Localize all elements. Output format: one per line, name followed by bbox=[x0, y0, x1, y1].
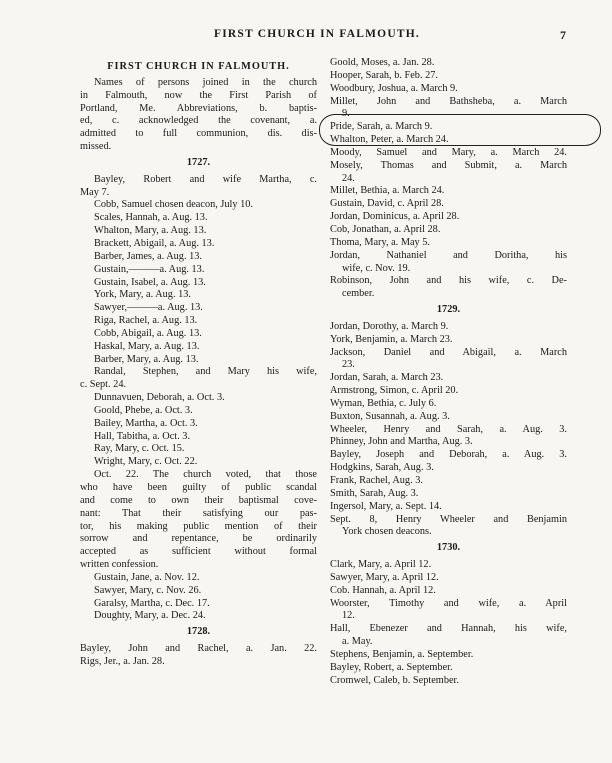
entry-line: York, Benjamin, a. March 23. bbox=[330, 333, 453, 345]
entry-line: cember. bbox=[342, 288, 375, 300]
intro-line: admitted to full communion, dis. dis- bbox=[80, 128, 317, 140]
entry-line: Whalton, Peter, a. March 24. bbox=[330, 134, 449, 146]
entry-line: nant: That their satisfying our pas- bbox=[80, 507, 317, 519]
entry-line: Cobb, Samuel chosen deacon, July 10. bbox=[94, 199, 254, 211]
entry-line: Wheeler, Henry and Sarah, a. Aug. 3. bbox=[330, 423, 567, 435]
entry-line: Hooper, Sarah, b. Feb. 27. bbox=[330, 69, 438, 81]
entry-line: Robinson, John and his wife, c. De- bbox=[330, 275, 567, 287]
entry-list bbox=[330, 57, 567, 301]
entry-line: Goold, Moses, a. Jan. 28. bbox=[330, 57, 435, 68]
entry-line: Bayley, Robert and wife Martha, c. bbox=[94, 173, 317, 185]
left-column bbox=[80, 58, 317, 669]
entry-line: written confession. bbox=[80, 559, 159, 571]
entry-line: Hodgkins, Sarah, Aug. 3. bbox=[330, 462, 434, 474]
intro-line: Portland, Me. Abbreviations, b. baptis- bbox=[80, 102, 317, 114]
entry-line: Sept. 8, Henry Wheeler and Benjamin bbox=[330, 513, 567, 525]
entry-list bbox=[330, 559, 567, 687]
entry-line: Cobb, Abigail, a. Aug. 13. bbox=[94, 327, 202, 339]
entry-line: Millet, John and Bathsheba, a. March bbox=[330, 95, 567, 107]
entry-line: Armstrong, Simon, c. April 20. bbox=[330, 385, 459, 397]
year-heading: 1728. bbox=[186, 626, 211, 638]
entry-line: Jordan, Nathaniel and Doritha, his bbox=[330, 249, 567, 261]
page-header bbox=[0, 28, 612, 44]
entry-list bbox=[80, 643, 317, 669]
entry-line: Cob, Jonathan, a. April 28. bbox=[330, 223, 441, 235]
entry-list bbox=[330, 321, 567, 539]
entry-line: Bayley, Joseph and Deborah, a. Aug. 3. bbox=[330, 449, 567, 461]
entry-line: Millet, Bethia, a. March 24. bbox=[330, 185, 445, 197]
year-heading: 1727. bbox=[186, 156, 211, 168]
entry-line: Stephens, Benjamin, a. September. bbox=[330, 648, 474, 660]
entry-line: Wyman, Bethia, c. July 6. bbox=[330, 397, 437, 409]
entry-line: Sawyer, Mary, a. April 12. bbox=[330, 571, 439, 583]
entry-line: Clark, Mary, a. April 12. bbox=[330, 559, 432, 571]
entry-line: Mosely, Thomas and Submit, a. March bbox=[330, 159, 567, 171]
entry-line: 12. bbox=[342, 610, 355, 622]
entry-line: Sawyer, Mary, c. Nov. 26. bbox=[94, 584, 202, 596]
entry-line: Wright, Mary, c. Oct. 22. bbox=[94, 456, 198, 468]
entry-line: Jordan, Dorothy, a. March 9. bbox=[330, 320, 449, 332]
entry-line: Ingersol, Mary, a. Sept. 14. bbox=[330, 500, 442, 512]
entry-line: Pride, Sarah, a. March 9. bbox=[330, 121, 433, 133]
entry-line: 23. bbox=[342, 359, 355, 371]
entry-line: wife, c. Nov. 19. bbox=[342, 262, 411, 274]
entry-line: Dunnavuen, Deborah, a. Oct. 3. bbox=[94, 392, 225, 404]
entry-line: tor, his making public mention of their bbox=[80, 520, 317, 532]
running-title: FIRST CHURCH IN FALMOUTH. bbox=[214, 28, 420, 40]
intro-line: Names of persons joined in the church bbox=[94, 76, 317, 88]
entry-line: Moody, Samuel and Mary, a. March 24. bbox=[330, 146, 567, 158]
entry-line: Whalton, Mary, a. Aug. 13. bbox=[94, 225, 207, 237]
entry-line: Randal, Stephen, and Mary his wife, bbox=[94, 366, 317, 378]
entry-line: 24. bbox=[342, 172, 355, 184]
year-heading: 1729. bbox=[436, 304, 461, 316]
entry-line: Bayley, Robert, a. September. bbox=[330, 661, 453, 673]
entry-line: Woorster, Timothy and wife, a. April bbox=[330, 597, 567, 609]
entry-line: a. May. bbox=[342, 636, 373, 648]
entry-line: Doughty, Mary, a. Dec. 24. bbox=[94, 610, 206, 622]
entry-line: accepted as sufficient without formal bbox=[80, 546, 317, 558]
entry-line: who have been guilty of public scandal bbox=[80, 482, 317, 493]
entry-line: Haskal, Mary, a. Aug. 13. bbox=[94, 340, 200, 352]
intro-line: ed, c. acknowledged the covenant, a. bbox=[80, 115, 317, 127]
entry-line: May 7. bbox=[80, 186, 110, 198]
entry-line: Goold, Phebe, a. Oct. 3. bbox=[94, 404, 193, 416]
entry-list bbox=[80, 174, 317, 624]
entry-line: Rigs, Jer., a. Jan. 28. bbox=[80, 655, 165, 667]
entry-line: sorrow and repentance, be ordinarily bbox=[80, 533, 317, 545]
highlight-circle bbox=[319, 114, 601, 146]
entry-line: Phinney, John and Martha, Aug. 3. bbox=[330, 436, 473, 448]
entry-line: Jordan, Dominicus, a. April 28. bbox=[330, 211, 460, 223]
entry-line: York, Mary, a. Aug. 13. bbox=[94, 289, 191, 301]
entry-line: Scales, Hannah, a. Aug. 13. bbox=[94, 212, 208, 224]
entry-line: Gustain, David, c. April 28. bbox=[330, 198, 444, 210]
section-heading: FIRST CHURCH IN FALMOUTH. bbox=[107, 61, 290, 72]
entry-line: Bailey, Martha, a. Oct. 3. bbox=[94, 417, 198, 429]
entry-line: Barber, Mary, a. Aug. 13. bbox=[94, 353, 199, 365]
entry-line: Cromwel, Caleb, b. September. bbox=[330, 674, 459, 686]
intro-line: in Falmouth, now the First Parish of bbox=[80, 89, 317, 101]
entry-line: Barber, James, a. Aug. 13. bbox=[94, 250, 202, 262]
entry-line: Garalsy, Martha, c. Dec. 17. bbox=[94, 597, 210, 609]
entry-line: Hall, Ebenezer and Hannah, his wife, bbox=[330, 623, 567, 635]
entry-line: Sawyer,———a. Aug. 13. bbox=[94, 302, 203, 314]
entry-line: Jordan, Sarah, a. March 23. bbox=[330, 372, 444, 384]
entry-line: 9. bbox=[342, 108, 350, 120]
entry-line: Cob. Hannah, a. April 12. bbox=[330, 584, 436, 596]
intro-paragraph bbox=[80, 77, 317, 154]
entry-line: Gustain, Jane, a. Nov. 12. bbox=[94, 571, 200, 583]
entry-line: York chosen deacons. bbox=[342, 526, 432, 538]
entry-line: and come to own their baptismal cove- bbox=[80, 494, 317, 506]
entry-line: Brackett, Abigail, a. Aug. 13. bbox=[94, 237, 215, 249]
entry-line: Woodbury, Joshua, a. March 9. bbox=[330, 82, 458, 94]
entry-line: Thoma, Mary, a. May 5. bbox=[330, 236, 430, 248]
entry-line: Oct. 22. The church voted, that those bbox=[94, 469, 317, 481]
intro-line: missed. bbox=[80, 141, 112, 153]
entry-line: Smith, Sarah, Aug. 3. bbox=[330, 487, 419, 499]
entry-line: c. Sept. 24. bbox=[80, 379, 127, 391]
year-heading: 1730. bbox=[436, 542, 461, 554]
entry-line: Gustain, Isabel, a. Aug. 13. bbox=[94, 276, 206, 288]
entry-line: Gustain,———a. Aug. 13. bbox=[94, 263, 205, 275]
entry-line: Ray, Mary, c. Oct. 15. bbox=[94, 443, 185, 455]
right-column bbox=[330, 57, 567, 688]
entry-line: Jackson, Daniel and Abigail, a. March bbox=[330, 346, 567, 358]
page-number: 7 bbox=[560, 28, 566, 42]
entry-line: Bayley, John and Rachel, a. Jan. 22. bbox=[80, 643, 317, 655]
entry-line: Riga, Rachel, a. Aug. 13. bbox=[94, 315, 198, 327]
entry-line: Frank, Rachel, Aug. 3. bbox=[330, 475, 423, 486]
entry-line: Buxton, Susannah, a. Aug. 3. bbox=[330, 410, 450, 422]
entry-line: Hall, Tabitha, a. Oct. 3. bbox=[94, 430, 191, 442]
